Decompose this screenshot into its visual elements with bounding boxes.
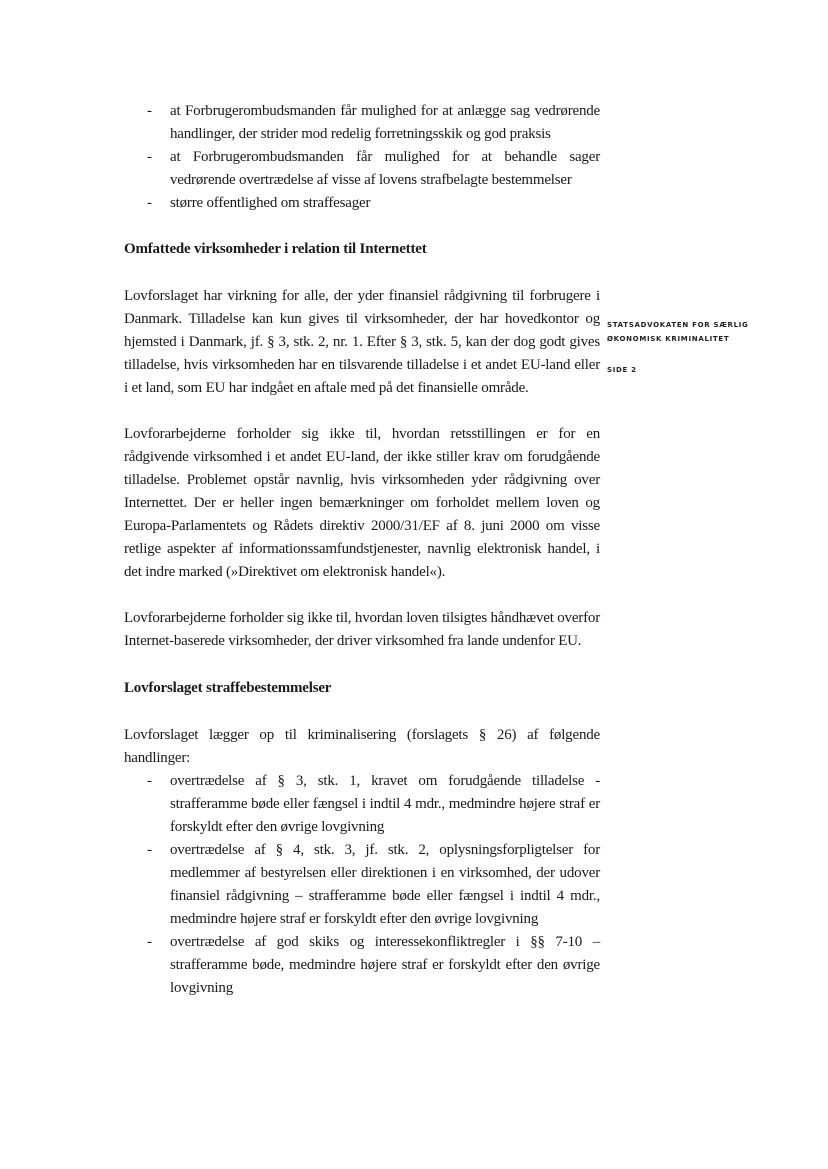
bullet-dash: - xyxy=(147,149,152,165)
bullet-dash: - xyxy=(147,773,152,789)
list-item xyxy=(124,839,600,931)
page-number: SIDE 2 xyxy=(607,366,637,374)
list-item xyxy=(124,192,600,215)
list-item xyxy=(124,931,600,1000)
list-item-text: større offentlighed om straffesager xyxy=(170,195,371,211)
section-heading-penalties: Lovforslaget straffebestemmelser xyxy=(124,680,332,696)
penalty-bullet-list xyxy=(124,770,600,1000)
bullet-dash: - xyxy=(147,934,152,950)
paragraph: Lovforslaget har virkning for alle, der yder finansiel rådgivning til forbrugere i Danmark. Tilladelse kan kun gives til virksomheder, der har hovedkontor og hjemsted i Danmark, jf. § 3, stk. 2, nr. 1. Efter § 3, stk. 5, kan der dog godt gives tilladelse, hvis virksomheden har en tilsvarende tilladelse i et andet EU-land eller i et land, som EU har indgået en aftale med på det finansielle område. xyxy=(124,288,600,396)
bullet-dash: - xyxy=(147,842,152,858)
list-item-text: at Forbrugerombudsmanden får mulighed for at anlægge sag vedrørende handlinger, der strider mod redelig forretningsskik og god praksis xyxy=(170,103,600,142)
section-heading-internet: Omfattede virksomheder i relation til Internettet xyxy=(124,241,427,257)
main-column xyxy=(124,100,600,1000)
bullet-dash: - xyxy=(147,103,152,119)
intro-bullet-list xyxy=(124,100,600,215)
list-item xyxy=(124,146,600,192)
list-item xyxy=(124,100,600,146)
sidebar-header xyxy=(607,318,797,377)
list-item-text: overtrædelse af § 4, stk. 3, jf. stk. 2, oplysningsforpligtelser for medlemmer af bestyrelsen eller direktionen i en virksomhed, der udover finansiel rådgivning – strafferamme bøde eller fængsel i indtil 4 mdr., medmindre højere straf er forskyldt efter den øvrige lovgivning xyxy=(170,842,600,927)
bullet-dash: - xyxy=(147,195,152,211)
list-item xyxy=(124,770,600,839)
list-item-text: at Forbrugerombudsmanden får mulighed for at behandle sager vedrørende overtrædelse af visse af lovens strafbelagte bestemmelser xyxy=(170,149,600,188)
list-item-text: overtrædelse af god skiks og interessekonfliktregler i §§ 7-10 – strafferamme bøde, medmindre højere straf er forskyldt efter den øvrige lovgivning xyxy=(170,934,600,996)
paragraph: Lovforarbejderne forholder sig ikke til, hvordan retsstillingen er for en rådgivende virksomhed i et andet EU-land, der ikke stiller krav om forudgående tilladelse. Problemet opstår navnlig, hvis virksomheden yder rådgivning over Internettet. Der er heller ingen bemærkninger om forholdet mellem loven og Europa-Parlamentets og Rådets direktiv 2000/31/EF af 8. juni 2000 om visse retlige aspekter af informationssamfundstjenester, navnlig elektronisk handel, i det indre marked (»Direktivet om elektronisk handel«). xyxy=(124,426,600,580)
organization-name: STATSADVOKATEN FOR SÆRLIG ØKONOMISK KRIMINALITET xyxy=(607,321,749,343)
paragraph: Lovforarbejderne forholder sig ikke til, hvordan loven tilsigtes håndhævet overfor Internet-baserede virksomheder, der driver virksomhed fra lande undenfor EU. xyxy=(124,610,600,649)
paragraph: Lovforslaget lægger op til kriminalisering (forslagets § 26) af følgende handlinger: xyxy=(124,727,600,766)
list-item-text: overtrædelse af § 3, stk. 1, kravet om forudgående tilladelse - strafferamme bøde eller fængsel i indtil 4 mdr., medmindre højere straf er forskyldt efter den øvrige lovgivning xyxy=(170,773,600,835)
